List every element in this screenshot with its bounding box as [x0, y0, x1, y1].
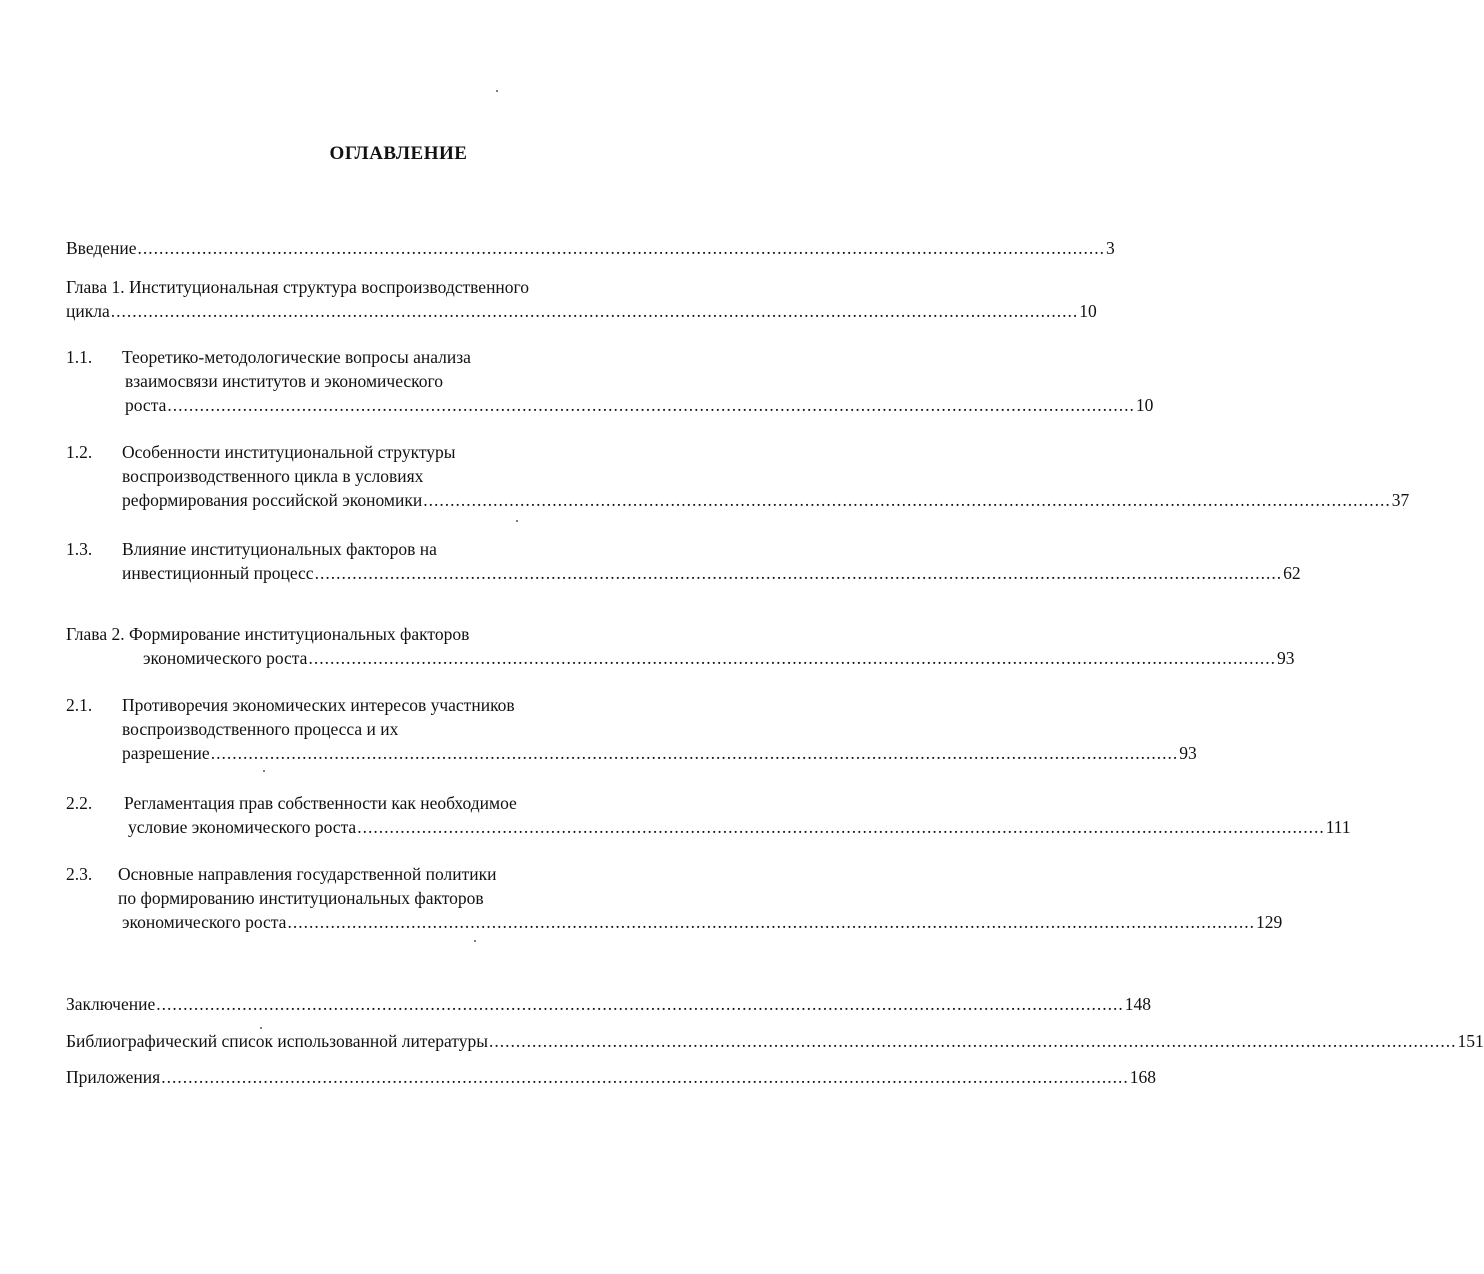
section-1-3-line1: Влияние институциональных факторов на: [122, 539, 437, 559]
dot-leader: ....................................................................................................................................................................................: [423, 490, 1391, 510]
section-1-1-line1: Теоретико-методологические вопросы анализа: [122, 347, 471, 367]
dot-leader: ....................................................................................................................................................................................: [110, 301, 1079, 321]
toc-entry-chapter2: [143, 646, 1295, 670]
section-number: 2.2.: [66, 793, 93, 813]
page-number: 93: [1276, 648, 1295, 668]
dot-leader: ....................................................................................................................................................................................: [137, 238, 1106, 258]
entry-label: роста: [125, 395, 167, 415]
entry-label: экономического роста: [122, 912, 287, 932]
section-1-2-line1: Особенности институциональной структуры: [122, 442, 456, 462]
chapter2-heading: Глава 2. Формирование институциональных факторов: [66, 624, 470, 644]
toc-entry-section-1-1: [125, 393, 1154, 417]
page-number: 148: [1124, 994, 1151, 1014]
entry-label: цикла: [66, 301, 110, 321]
scan-speck: [263, 770, 265, 772]
toc-entry-conclusion: [66, 992, 1151, 1016]
toc-entry-section-2-3: [122, 910, 1283, 934]
page-number: 151: [1457, 1031, 1484, 1051]
section-2-3-line1: Основные направления государственной политики: [118, 864, 497, 884]
scan-speck: [516, 520, 518, 522]
toc-entry-section-1-3: [122, 561, 1301, 585]
scan-speck: [496, 90, 498, 92]
dot-leader: ....................................................................................................................................................................................: [167, 395, 1135, 415]
section-1-1-line2: взаимосвязи институтов и экономического: [125, 371, 444, 391]
section-number: 2.3.: [66, 864, 93, 884]
dot-leader: ....................................................................................................................................................................................: [161, 1067, 1129, 1087]
dot-leader: ....................................................................................................................................................................................: [488, 1031, 1457, 1051]
entry-label: инвестиционный процесс: [122, 563, 314, 583]
toc-entry-introduction: [66, 236, 1115, 260]
scan-speck: [260, 1027, 262, 1029]
section-2-2-line1: Регламентация прав собственности как необходимое: [124, 793, 517, 813]
dot-leader: ....................................................................................................................................................................................: [156, 994, 1124, 1014]
toc-entry-section-2-2: [128, 815, 1351, 839]
section-1-2-line2: воспроизводственного цикла в условиях: [122, 466, 424, 486]
section-2-1-line2: воспроизводственного процесса и их: [122, 719, 399, 739]
entry-label: условие экономического роста: [128, 817, 357, 837]
entry-label: реформирования российской экономики: [122, 490, 423, 510]
section-2-3-line2: по формированию институциональных факторов: [118, 888, 484, 908]
entry-label: экономического роста: [143, 648, 308, 668]
section-number: 2.1.: [66, 695, 93, 715]
page-number: 129: [1255, 912, 1283, 932]
dot-leader: ....................................................................................................................................................................................: [308, 648, 1276, 668]
toc-entry-section-2-1: [122, 741, 1197, 765]
scan-speck: [474, 940, 476, 942]
section-number: 1.2.: [66, 442, 93, 462]
page-number: 10: [1135, 395, 1154, 415]
section-2-1-line1: Противоречия экономических интересов участников: [122, 695, 515, 715]
section-number: 1.3.: [66, 539, 93, 559]
dot-leader: ....................................................................................................................................................................................: [210, 743, 1179, 763]
page-title: ОГЛАВЛЕНИЕ: [329, 143, 468, 164]
toc-entry-appendices: [66, 1065, 1156, 1089]
entry-label: Приложения: [66, 1067, 161, 1087]
page-number: 3: [1106, 238, 1115, 258]
entry-label: Библиографический список использованной литературы: [66, 1031, 488, 1051]
dot-leader: ....................................................................................................................................................................................: [357, 817, 1325, 837]
page-number: 62: [1283, 563, 1301, 583]
page-number: 10: [1079, 301, 1097, 321]
page-number: 93: [1179, 743, 1197, 763]
dot-leader: ....................................................................................................................................................................................: [314, 563, 1283, 583]
section-number: 1.1.: [66, 347, 93, 367]
toc-entry-bibliography: [66, 1029, 1484, 1053]
page-number: 111: [1325, 817, 1351, 837]
chapter1-heading: Глава 1. Институциональная структура воспроизводственного: [66, 277, 530, 297]
entry-label: Введение: [66, 238, 137, 258]
page-number: 168: [1129, 1067, 1156, 1087]
page-number: 37: [1391, 490, 1410, 510]
toc-entry-chapter1: [66, 299, 1097, 323]
entry-label: Заключение: [66, 994, 156, 1014]
dot-leader: ....................................................................................................................................................................................: [287, 912, 1255, 932]
toc-entry-section-1-2: [122, 488, 1410, 512]
entry-label: разрешение: [122, 743, 210, 763]
